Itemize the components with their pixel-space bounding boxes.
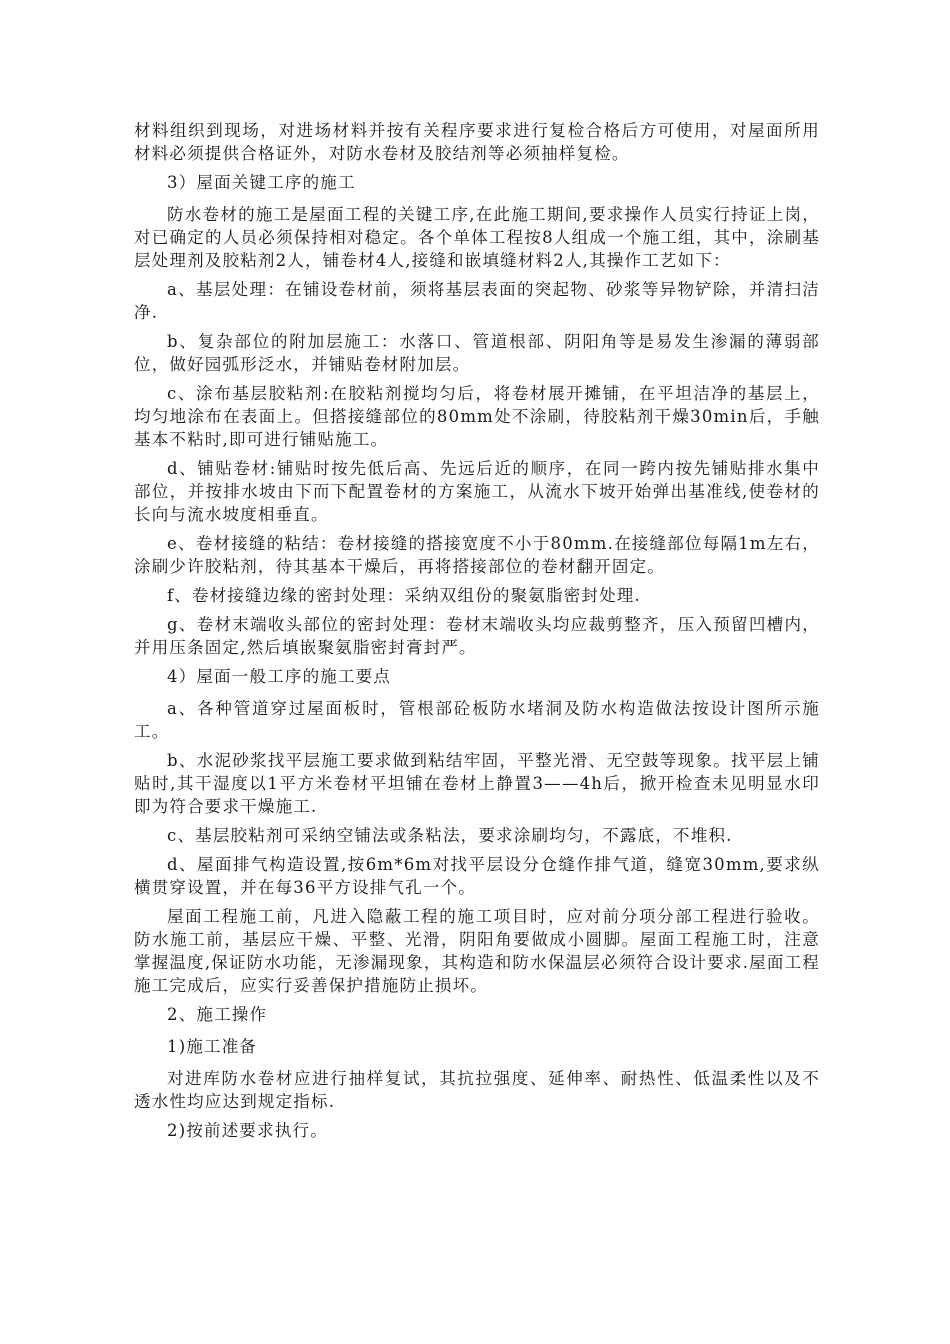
heading-key-process: 3）屋面关键工序的施工 bbox=[167, 173, 356, 192]
paragraph-sampling-test: 对进库防水卷材应进行抽样复试，其抗拉强度、延伸率、耐热性、低温柔性以及不透水性均应达到规定指标. bbox=[134, 1069, 820, 1111]
list-item-a-base-treatment: a、基层处理：在铺设卷材前，须将基层表面的突起物、砂浆等异物铲除，并清扫洁净. bbox=[134, 280, 820, 322]
paragraph-waterproof-crew: 防水卷材的施工是屋面工程的关键工序,在此施工期间,要求操作人员实行持证上岗，对已确定的人员必须保持相对稳定。各个单体工程按8人组成一个施工组，其中，涂刷基层处理剂及胶粘剂2人，铺卷材4人,接缝和嵌填缝材料2人,其操作工艺如下： bbox=[134, 205, 820, 270]
list-item-d-vent-structure: d、屋面排气构造设置,按6m*6m对找平层设分仓缝作排气道，缝宽30mm,要求纵横贯穿设置，并在每36平方设排气孔一个。 bbox=[134, 855, 820, 897]
paragraph-acceptance: 屋面工程施工前，凡进入隐蔽工程的施工项目时，应对前分项分部工程进行验收。防水施工前，基层应干燥、平整、光滑，阴阳角要做成小圆脚。屋面工程施工时，注意掌握温度,保证防水功能，无渗漏现象，其构造和防水保温层必须符合设计要求.屋面工程施工完成后，应实行妥善保护措施防止损坏。 bbox=[134, 907, 820, 995]
document-page bbox=[134, 119, 820, 1148]
list-item-a-pipes: a、各种管道穿过屋面板时，管根部砼板防水堵洞及防水构造做法按设计图所示施工。 bbox=[134, 699, 820, 741]
paragraph-execute-requirements: 2)按前述要求执行。 bbox=[167, 1121, 328, 1140]
list-item-c-base-adhesive: c、基层胶粘剂可采纳空铺法或条粘法，要求涂刷均匀，不露底，不堆积. bbox=[167, 826, 733, 845]
list-item-c-adhesive-coating: c、涂布基层胶粘剂:在胶粘剂搅均匀后，将卷材展开摊铺，在平坦洁净的基层上，均匀地涂布在表面上。但搭接缝部位的80mm处不涂刷，待胶粘剂干燥30min后，手触基本不粘时,即可进行铺贴施工。 bbox=[134, 384, 820, 449]
heading-general-process: 4）屋面一般工序的施工要点 bbox=[167, 667, 392, 686]
list-item-d-laying-membrane: d、铺贴卷材:铺贴时按先低后高、先远后近的顺序，在同一跨内按先铺贴排水集中部位，并按排水坡由下而下配置卷材的方案施工，从流水下坡开始弹出基准线,使卷材的长向与流水坡度相垂直。 bbox=[134, 459, 820, 524]
list-item-e-seam-bonding: e、卷材接缝的粘结：卷材接缝的搭接宽度不小于80mm.在接缝部位每隔1m左右，涂刷少许胶粘剂，待其基本干燥后，再将搭接部位的卷材翻开固定。 bbox=[134, 534, 820, 576]
list-item-g-end-sealing: g、卷材末端收头部位的密封处理：卷材末端收头均应裁剪整齐，压入预留凹槽内，并用压条固定,然后填嵌聚氨脂密封膏封严。 bbox=[134, 615, 820, 657]
list-item-f-seam-sealing: f、卷材接缝边缘的密封处理：采纳双组份的聚氨脂密封处理. bbox=[167, 586, 641, 605]
heading-preparation: 1)施工准备 bbox=[167, 1037, 258, 1056]
paragraph-material-inspection: 材料组织到现场，对进场材料并按有关程序要求进行复检合格后方可使用，对屋面所用材料必须提供合格证外，对防水卷材及胶结剂等必须抽样复检。 bbox=[134, 121, 820, 163]
list-item-b-additional-layer: b、复杂部位的附加层施工：水落口、管道根部、阴阳角等是易发生渗漏的薄弱部位，做好园弧形泛水，并铺贴卷材附加层。 bbox=[134, 332, 820, 374]
list-item-b-leveling-layer: b、水泥砂浆找平层施工要求做到粘结牢固，平整光滑、无空鼓等现象。找平层上铺贴时,其干湿度以1平方米卷材平坦铺在卷材上静置3——4h后，掀开检查未见明显水印即为符合要求干燥施工. bbox=[134, 751, 820, 816]
heading-construction-operation: 2、施工操作 bbox=[167, 1005, 268, 1024]
